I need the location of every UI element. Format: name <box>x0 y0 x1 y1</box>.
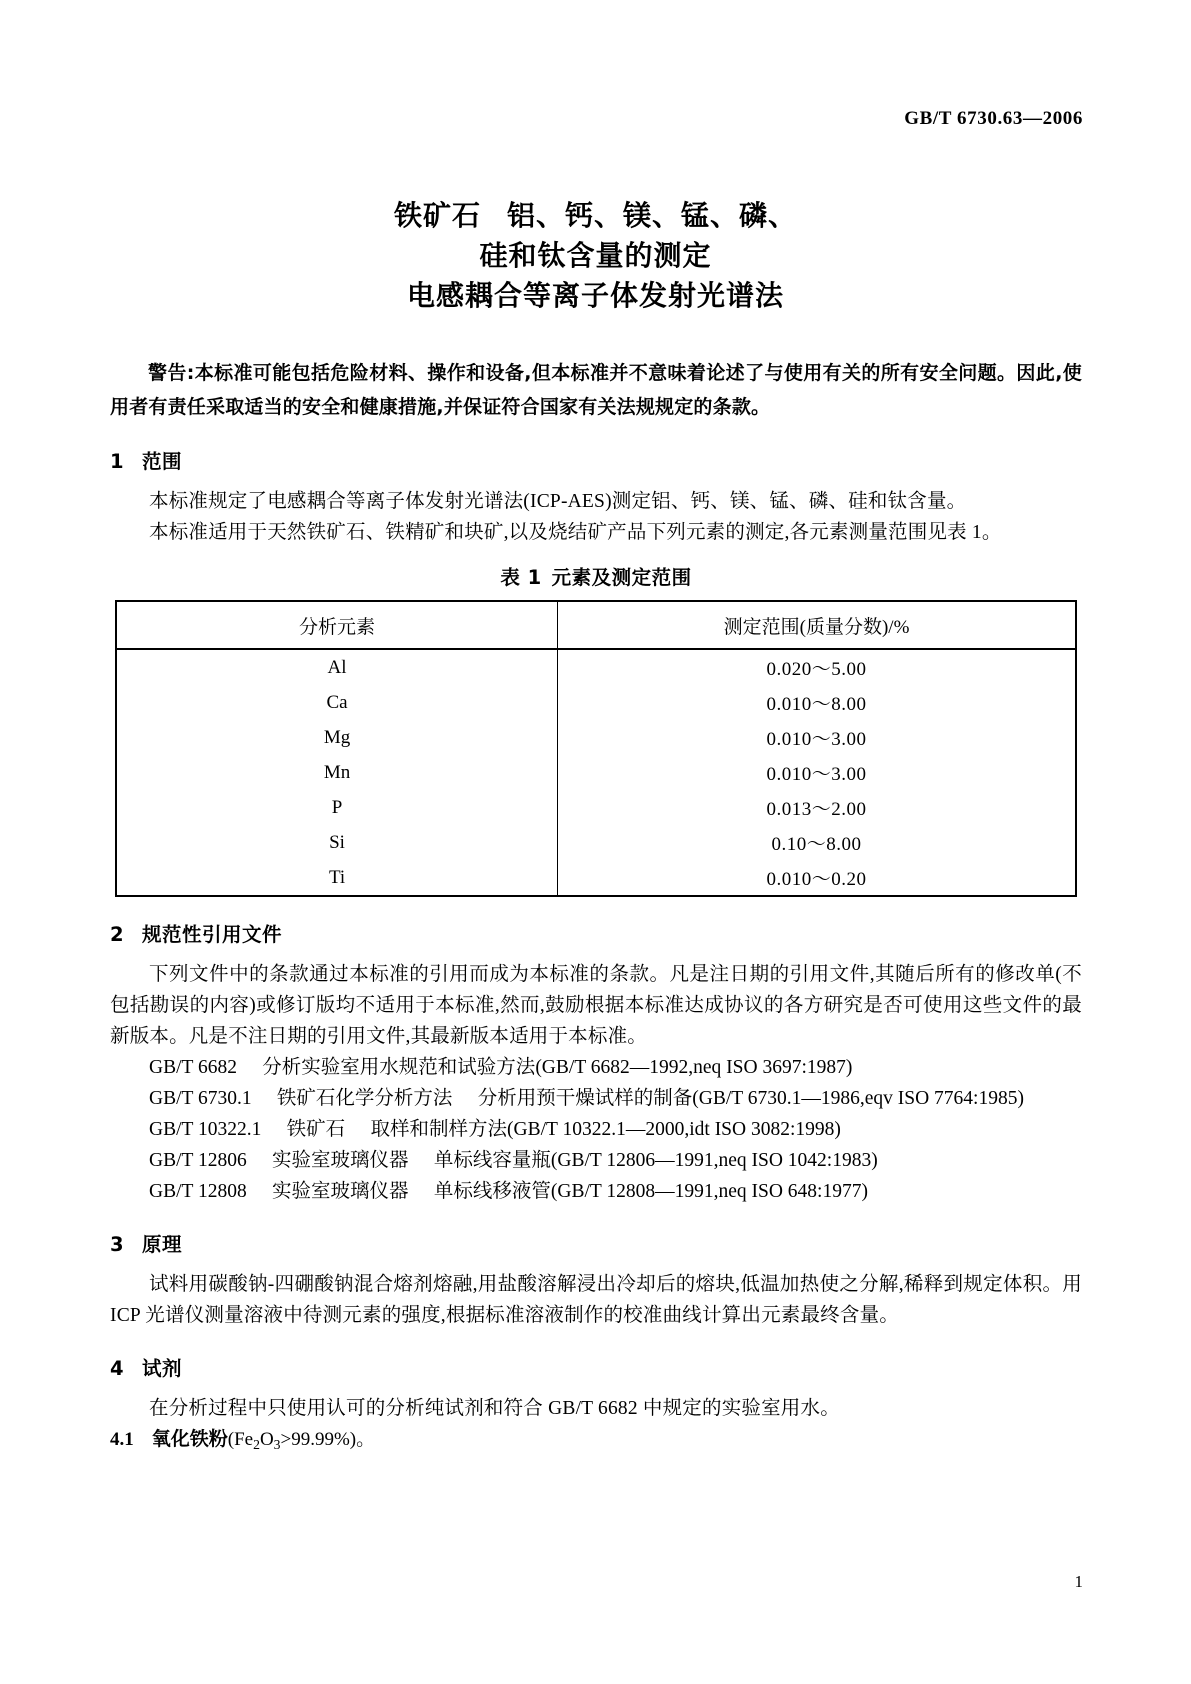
reference-paren: (GB/T 6682—1992,neq ISO 3697:1987) <box>535 1057 853 1078</box>
reference-item <box>110 1114 1082 1145</box>
reference-code: GB/T 10322.1 <box>149 1119 262 1140</box>
table-1-caption <box>110 562 1082 590</box>
table-1-title: 元素及测定范围 <box>551 566 692 589</box>
table-row <box>116 790 1076 825</box>
cell-element: P <box>116 790 558 825</box>
title-elements: 铝、钙、镁、锰、磷、 <box>507 199 798 232</box>
reference-paren: (GB/T 12806—1991,neq ISO 1042:1983) <box>550 1150 878 1171</box>
table-col-header-range: 测定范围(质量分数)/% <box>558 601 1076 649</box>
cell-range: 0.010～8.00 <box>766 694 867 715</box>
cell-range: 0.020～5.00 <box>766 659 867 680</box>
table-row <box>116 825 1076 860</box>
reference-code: GB/T 6730.1 <box>149 1088 252 1109</box>
title-line-1 <box>0 196 1191 236</box>
reference-title: 铁矿石 <box>286 1119 346 1140</box>
section-3-number: 3 <box>110 1233 125 1256</box>
reference-paren: (GB/T 6730.1—1986,eqv ISO 7764:1985) <box>692 1088 1024 1109</box>
document-body <box>110 356 1082 1460</box>
cell-element: Si <box>116 825 558 860</box>
cell-element: Mg <box>116 720 558 755</box>
formula-sub-1: 2 <box>253 1436 260 1452</box>
section-4-paragraph-1: 在分析过程中只使用认可的分析纯试剂和符合 GB/T 6682 中规定的实验室用水。 <box>149 1398 840 1419</box>
title-line-2: 硅和钛含量的测定 <box>479 239 712 272</box>
reference-title: 铁矿石化学分析方法 <box>276 1088 453 1109</box>
document-title <box>0 196 1191 316</box>
standard-code-text: GB/T 6730.63—2006 <box>904 108 1083 129</box>
section-2-title: 规范性引用文件 <box>142 923 283 946</box>
document-header-standard-code <box>904 108 1083 130</box>
section-2-number: 2 <box>110 923 125 946</box>
table-1-label: 表 1 <box>500 566 542 589</box>
section-2-paragraph-1: 下列文件中的条款通过本标准的引用而成为本标准的条款。凡是注日期的引用文件,其随后所有的修改单(不包括勘误的内容)或修订版均不适用于本标准,然而,鼓励根据本标准达成协议的各方研究是否可使用这些文件的最新版本。凡是不注日期的引用文件,其最新版本适用于本标准。 <box>110 964 1082 1047</box>
title-subject: 铁矿石 <box>393 199 481 232</box>
table-row <box>116 720 1076 755</box>
section-3-title: 原理 <box>142 1233 183 1256</box>
reference-code: GB/T 12806 <box>149 1150 247 1171</box>
cell-range: 0.013～2.00 <box>766 799 867 820</box>
reference-title: 分析实验室用水规范和试验方法 <box>262 1057 536 1078</box>
cell-element: Al <box>116 649 558 685</box>
section-heading-2 <box>110 921 1082 949</box>
reference-paren: (GB/T 10322.1—2000,idt ISO 3082:1998) <box>507 1119 841 1140</box>
warning-paragraph: 警告:本标准可能包括危险材料、操作和设备,但本标准并不意味着论述了与使用有关的所有安全问题。因此,使用者有责任采取适当的安全和健康措施,并保证符合国家有关法规规定的条款。 <box>110 362 1082 418</box>
table-row <box>116 649 1076 685</box>
table-row <box>116 755 1076 790</box>
table-row <box>116 685 1076 720</box>
reference-title: 实验室玻璃仪器 <box>272 1150 409 1171</box>
formula-prefix: (Fe <box>227 1429 254 1450</box>
table-col-header-element: 分析元素 <box>116 601 558 649</box>
cell-range: 0.010～3.00 <box>766 729 867 750</box>
reference-subtitle: 单标线容量瓶 <box>433 1150 551 1171</box>
clause-4-1-number: 4.1 <box>110 1429 134 1450</box>
cell-element: Ca <box>116 685 558 720</box>
formula-suffix: >99.99%)。 <box>280 1429 376 1450</box>
section-4-number: 4 <box>110 1357 125 1380</box>
section-1-paragraph-2: 本标准适用于天然铁矿石、铁精矿和块矿,以及烧结矿产品下列元素的测定,各元素测量范围见表 1。 <box>149 522 1002 543</box>
reference-code: GB/T 12808 <box>149 1181 247 1202</box>
section-4-title: 试剂 <box>142 1357 183 1380</box>
title-line-3: 电感耦合等离子体发射光谱法 <box>406 279 784 312</box>
formula-sub-2: 3 <box>273 1436 281 1452</box>
reference-subtitle: 单标线移液管 <box>433 1181 551 1202</box>
reference-item <box>110 1176 1082 1207</box>
clause-4-1 <box>110 1424 1082 1460</box>
cell-range: 0.10～8.00 <box>771 834 862 855</box>
section-heading-4 <box>110 1355 1082 1383</box>
reference-title: 实验室玻璃仪器 <box>272 1181 409 1202</box>
clause-4-1-formula <box>228 1429 375 1450</box>
page-number: 1 <box>1074 1572 1083 1591</box>
section-1-paragraph-1: 本标准规定了电感耦合等离子体发射光谱法(ICP-AES)测定铝、钙、镁、锰、磷、硅和钛含量。 <box>149 491 967 512</box>
reference-item <box>110 1145 1082 1176</box>
cell-range: 0.010～3.00 <box>766 764 867 785</box>
section-1-number: 1 <box>110 450 125 473</box>
table-header-row <box>116 601 1076 649</box>
reference-subtitle: 分析用预干燥试样的制备 <box>477 1088 693 1109</box>
section-heading-3 <box>110 1231 1082 1259</box>
reference-item <box>110 1083 1082 1114</box>
cell-range: 0.010～0.20 <box>558 860 1076 896</box>
cell-element: Ti <box>116 860 558 896</box>
section-heading-1 <box>110 448 1082 476</box>
section-1-title: 范围 <box>142 450 183 473</box>
section-3-paragraph-1: 试料用碳酸钠-四硼酸钠混合熔剂熔融,用盐酸溶解浸出冷却后的熔块,低温加热使之分解,稀释到规定体积。用 ICP 光谱仪测量溶液中待测元素的强度,根据标准溶液制作的校准曲线计算出元素最终含量。 <box>110 1274 1082 1326</box>
reference-subtitle: 取样和制样方法 <box>370 1119 508 1140</box>
clause-4-1-label: 氧化铁粉 <box>151 1428 228 1450</box>
reference-paren: (GB/T 12808—1991,neq ISO 648:1977) <box>550 1181 868 1202</box>
cell-element: Mn <box>116 755 558 790</box>
formula-mid: O <box>259 1429 274 1450</box>
reference-code: GB/T 6682 <box>149 1057 237 1078</box>
table-element-measurement-ranges <box>115 600 1077 897</box>
reference-item <box>110 1052 1082 1083</box>
table-row <box>116 860 1076 896</box>
